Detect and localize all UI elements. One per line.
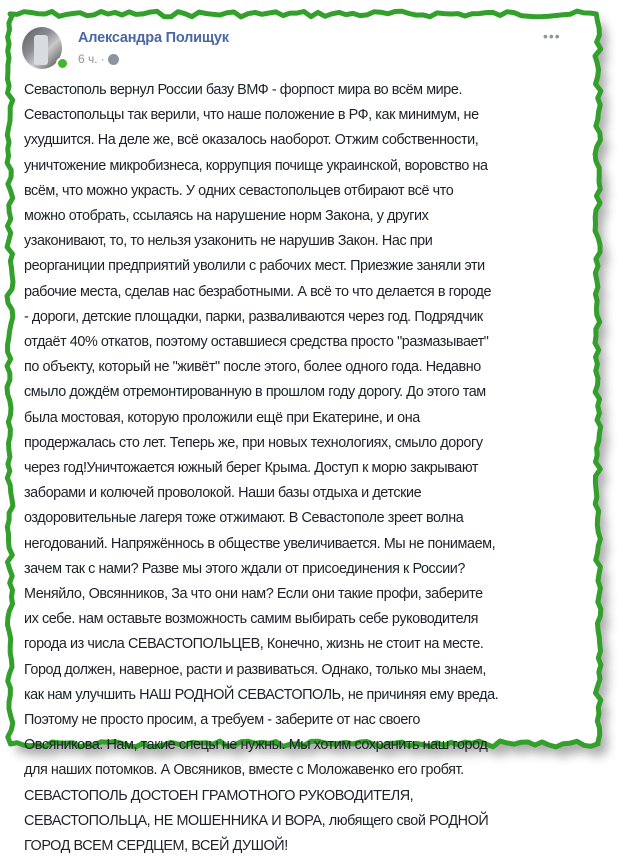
post-text-line: для наших потомков. А Овсяников, вместе с Моложавенко его гробят. xyxy=(24,761,464,779)
post-text-line: отдаёт 40% откатов, поэтому оставшиеся средства просто "размазывает" xyxy=(24,333,489,351)
post-text-line: продержалась сто лет. Теперь же, при новых технологиях, смыло дорогу xyxy=(24,433,483,451)
post-text-line: заборами и колючей проволокой. Наши базы отдыха и детские xyxy=(24,484,422,502)
post-text-line: Севастопольцы так верили, что наше положение в РФ, как минимум, не xyxy=(24,106,479,124)
post-text-line: Меняйло, Овсянников, За что они нам? Если они такие профи, заберите xyxy=(24,585,483,603)
author-name[interactable]: Александра Полищук xyxy=(78,30,229,46)
post-text-line: оздоровительные лагеря тоже отжимают. В Севастополе зреет волна xyxy=(24,509,464,527)
globe-icon xyxy=(108,54,119,65)
post-text-line: их себе. нам оставьте возможность самим выбирать себе руководителя xyxy=(24,610,479,628)
post-text xyxy=(24,77,518,858)
post-text-line: уничтожение микробизнеса, коррупция почище украинской, воровство на xyxy=(24,156,488,174)
post-time[interactable]: 6 ч. xyxy=(78,52,98,66)
meta-separator: · xyxy=(100,52,105,66)
post-text-line: реорганиции предприятий уволили с рабочих мест. Приезжие заняли эти xyxy=(24,257,485,275)
post-text-line: рабочие места, сделав нас безработными. А всё то что делается в городе xyxy=(24,282,492,300)
post-text-line: СЕВАСТОПОЛЬЦА, НЕ МОШЕННИКА И ВОРА, любящего свой РОДНОЙ xyxy=(24,811,489,829)
more-options-button[interactable]: ••• xyxy=(543,28,561,44)
post-text-line: Овсяникова. Нам, такие спецы не нужны. Мы хотим сохранить наш город xyxy=(24,736,488,754)
post-text-line: как нам улучшить НАШ РОДНОЙ СЕВАСТОПОЛЬ, не причиняя ему вреда. xyxy=(24,685,499,703)
post-text-line: ГОРОД ВСЕМ СЕРДЦЕМ, ВСЕЙ ДУШОЙ! xyxy=(24,837,288,855)
post-text-line: можно отобрать, ссылаясь на нарушение норм Закона, у других xyxy=(24,207,429,225)
post-text-line: Севастополь вернул России базу ВМФ - форпост мира во всём мире. xyxy=(24,81,463,98)
avatar-photo xyxy=(34,35,48,65)
post-text-line: по объекту, который не "живёт" после этого, более одного года. Недавно xyxy=(24,358,481,376)
post-text-line: через год!Уничтожается южный берег Крыма. Доступ к морю закрывают xyxy=(24,459,479,477)
post-text-line: была мостовая, которую проложили ещё при Екатерине, и она xyxy=(24,408,420,426)
post-text-line: СЕВАСТОПОЛЬ ДОСТОЕН ГРАМОТНОГО РУКОВОДИТЕЛЯ, xyxy=(24,786,414,804)
post-text-line: - дороги, детские площадки, парки, разваливаются через год. Подрядчик xyxy=(24,307,483,325)
online-status-dot xyxy=(56,57,69,70)
post-text-line: смыло дождём отремонтированную в прошлом году дорогу. До этого там xyxy=(24,383,486,401)
post-meta xyxy=(78,52,119,66)
post-text-line: всём, что можно украсть. У одних севастопольцев отбирают всё что xyxy=(24,181,454,199)
post-text-line: города из числа СЕВАСТОПОЛЬЦЕВ, Конечно, жизнь не стоит на месте. xyxy=(24,635,484,653)
post-text-line: негодований. Напряжённось в обществе увеличивается. Мы не понимаем, xyxy=(24,534,496,552)
post-text-line: Город должен, наверное, расти и развиваться. Однако, только мы знаем, xyxy=(24,660,486,678)
post-text-line: Поэтому не просто просим, а требуем - заберите от нас своего xyxy=(24,711,420,729)
post-text-line: зачем так с нами? Разве мы этого ждали от присоединения к России? xyxy=(24,559,465,577)
post-text-line: ухудшится. На деле же, всё оказалось наоборот. Отжим собственности, xyxy=(24,131,479,149)
post-text-line: узаконивают, то, то нельзя узаконить не нарушив Закон. Нас при xyxy=(24,232,433,250)
